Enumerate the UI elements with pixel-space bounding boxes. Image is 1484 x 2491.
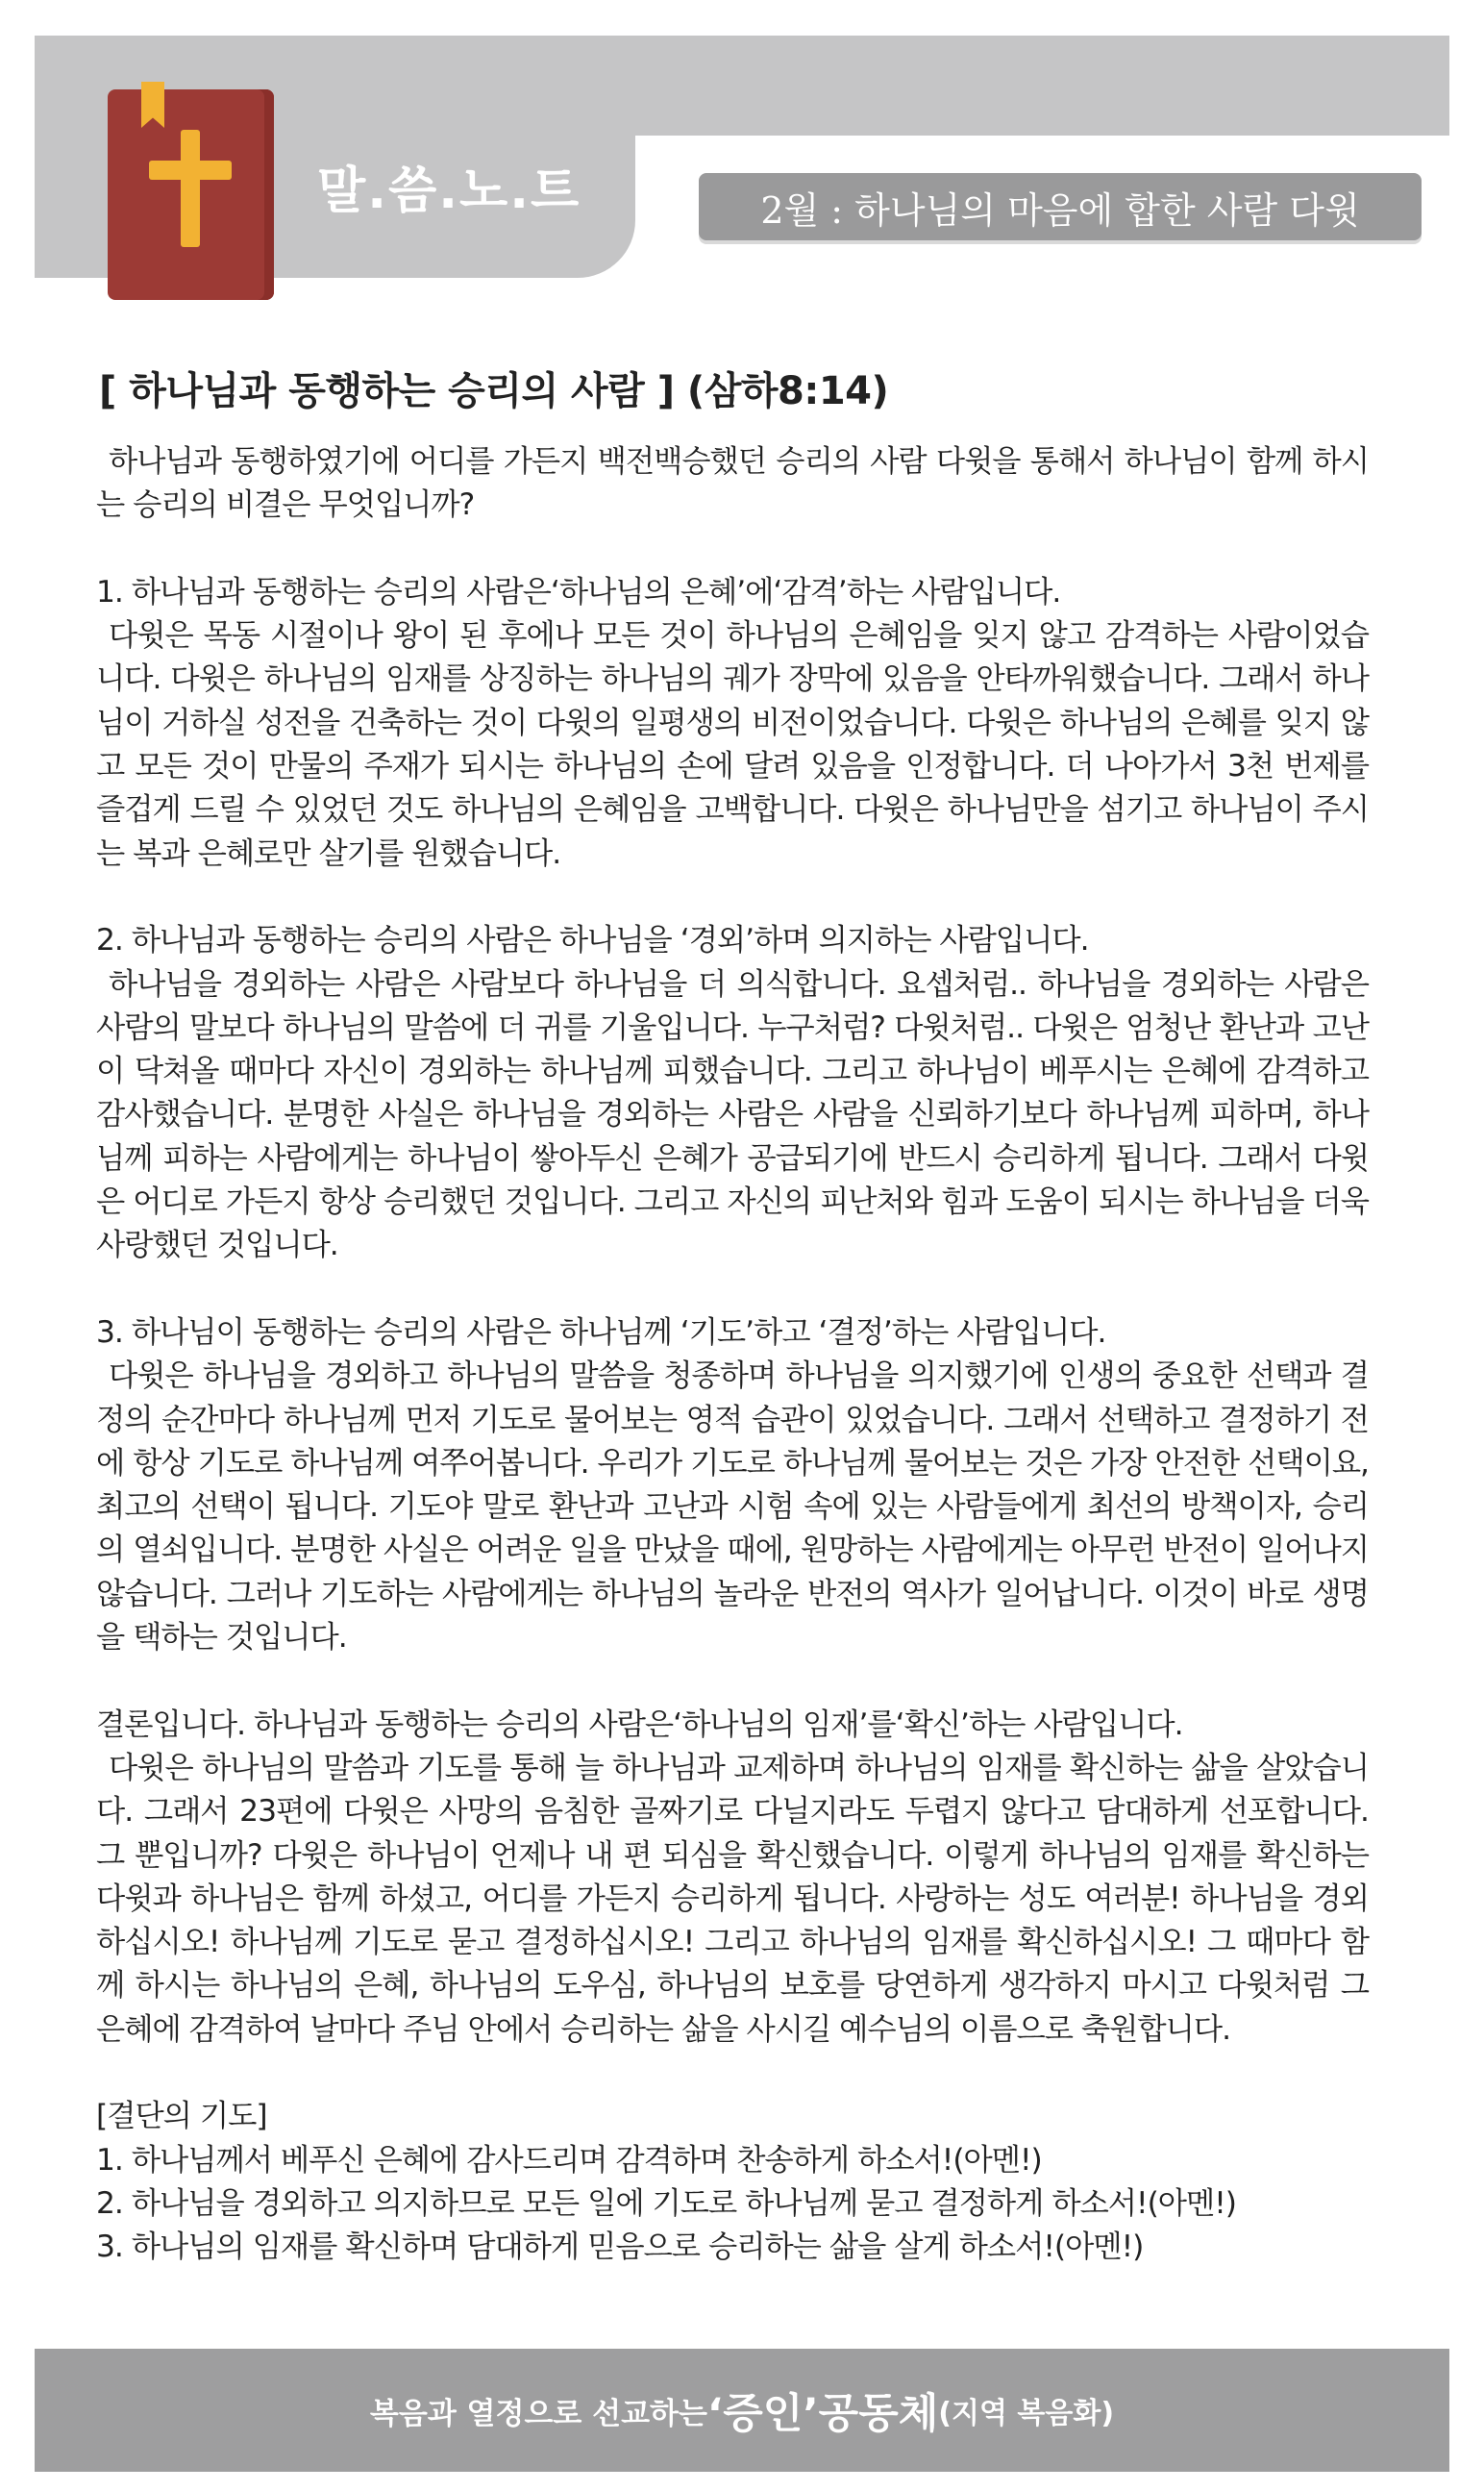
- section-heading: 결론입니다. 하나님과 동행하는 승리의 사람은‘하나님의 임재’를‘확신’하는 사람입니다.: [96, 1706, 1183, 1742]
- section-body: 하나님을 경외하는 사람은 사람보다 하나님을 더 의식합니다. 요셉처럼.. 하나님을 경외하는 사람은 사람의 말보다 하나님의 말씀에 더 귀를 기울입니다. 누구처럼? 다윗처럼.. 다윗은 엄청난 환난과 고난이 닥쳐올 때마다 자신이 경외하는 하나님께 피했습니다. 그리고 하나님이 베푸시는 은혜에 감격하고 감사했습니다. 분명한 사실은 하나님을 경외하는 사람은 사람을 신뢰하기보다 하나님께 피하며, 하나님께 피하는 사람에게는 하나님이 쌓아두신 은혜가 공급되기에 반드시 승리하게 됩니다. 그래서 다윗은 어디로 가든지 항상 승리했던 것입니다. 그리고 자신의 피난처와 힘과 도움이 되시는 하나님을 더욱 사랑했던 것입니다.: [96, 966, 1369, 1263]
- month-banner: 2월 : 하나님의 마음에 합한 사람 다윗: [699, 173, 1422, 240]
- section-body: 다윗은 하나님의 말씀과 기도를 통해 늘 하나님과 교제하며 하나님의 임재를 확신하는 삶을 살았습니다. 그래서 23편에 다윗은 사망의 음침한 골짜기로 다닐지라도 두렵지 않다고 담대하게 선포합니다. 그 뿐입니까? 다윗은 하나님이 언제나 내 편 되심을 확신했습니다. 이렇게 하나님의 임재를 확신하는 다윗과 하나님은 함께 하셨고, 어디를 가든지 승리하게 됩니다. 사랑하는 성도 여러분! 하나님을 경외하십시오! 하나님께 기도로 묻고 결정하십시오! 그리고 하나님의 임재를 확신하십시오! 그 때마다 함께 하시는 하나님의 은혜, 하나님의 도우심, 하나님의 보호를 당연하게 생각하지 마시고 다윗처럼 그 은혜에 감격하여 날마다 주님 안에서 승리하는 삶을 사시길 예수님의 이름으로 축원합니다.: [96, 1750, 1369, 2047]
- cross-vertical: [181, 130, 200, 247]
- intro-paragraph: 하나님과 동행하였기에 어디를 가든지 백전백승했던 승리의 사람 다윗을 통해서 하나님이 함께 하시는 승리의 비결은 무엇입니까?: [96, 444, 1369, 523]
- prayer-heading: [결단의 기도]: [96, 2099, 267, 2134]
- prayer-item: 1. 하나님께서 베푸신 은혜에 감사드리며 감격하며 찬송하게 하소서!(아멘!): [96, 2142, 1042, 2178]
- footer-banner: [35, 2349, 1449, 2472]
- section-heading: 2. 하나님과 동행하는 승리의 사람은 하나님을 ‘경외’하며 의지하는 사람입니다.: [96, 923, 1089, 959]
- prayer-item: 2. 하나님을 경외하고 의지하므로 모든 일에 기도로 하나님께 묻고 결정하게 하소서!(아멘!): [96, 2185, 1237, 2221]
- prayer-item: 3. 하나님의 임재를 확신하며 담대하게 믿음으로 승리하는 삶을 살게 하소서!(아멘!): [96, 2229, 1144, 2265]
- footer-text-1: 복음과 열정으로 선교하는: [369, 2396, 707, 2431]
- footer-text-2: (지역 복음화): [938, 2397, 1115, 2430]
- cross-horizontal: [149, 161, 232, 180]
- bible-cross-icon: [108, 89, 274, 300]
- footer-highlight: ‘증인’공동체: [706, 2389, 939, 2438]
- sermon-title: [ 하나님과 동행하는 승리의 사람 ] (삼하8:14): [99, 369, 889, 413]
- section-body: 다윗은 목동 시절이나 왕이 된 후에나 모든 것이 하나님의 은혜임을 잊지 않고 감격하는 사람이었습니다. 다윗은 하나님의 임재를 상징하는 하나님의 궤가 장막에 있음을 안타까워했습니다. 그래서 하나님이 거하실 성전을 건축하는 것이 다윗의 일평생의 비전이었습니다. 다윗은 하나님의 은혜를 잊지 않고 모든 것이 만물의 주재가 되시는 하나님의 손에 달려 있음을 인정합니다. 더 나아가서 3천 번제를 즐겁게 드릴 수 있었던 것도 하나님의 은혜임을 고백합니다. 다윗은 하나님만을 섬기고 하나님이 주시는 복과 은혜로만 살기를 원했습니다.: [96, 618, 1369, 871]
- brand-title: 말.씀.노.트: [317, 162, 581, 220]
- section-body: 다윗은 하나님을 경외하고 하나님의 말씀을 청종하며 하나님을 의지했기에 인생의 중요한 선택과 결정의 순간마다 하나님께 먼저 기도로 물어보는 영적 습관이 있었습니다. 그래서 선택하고 결정하기 전에 항상 기도로 하나님께 여쭈어봅니다. 우리가 기도로 하나님께 물어보는 것은 가장 안전한 선택이요, 최고의 선택이 됩니다. 기도야 말로 환난과 고난과 시험 속에 있는 사람들에게 최선의 방책이자, 승리의 열쇠입니다. 분명한 사실은 어려운 일을 만났을 때에, 원망하는 사람에게는 아무런 반전이 일어나지 않습니다. 그러나 기도하는 사람에게는 하나님의 놀라운 반전의 역사가 일어납니다. 이것이 바로 생명을 택하는 것입니다.: [96, 1358, 1369, 1656]
- section-heading: 1. 하나님과 동행하는 승리의 사람은‘하나님의 은혜’에‘감격’하는 사람입니다.: [96, 574, 1061, 610]
- bookmark-ribbon-icon: [141, 82, 164, 128]
- sermon-content: [96, 440, 1369, 2269]
- section-heading: 3. 하나님이 동행하는 승리의 사람은 하나님께 ‘기도’하고 ‘결정’하는 사람입니다.: [96, 1314, 1106, 1350]
